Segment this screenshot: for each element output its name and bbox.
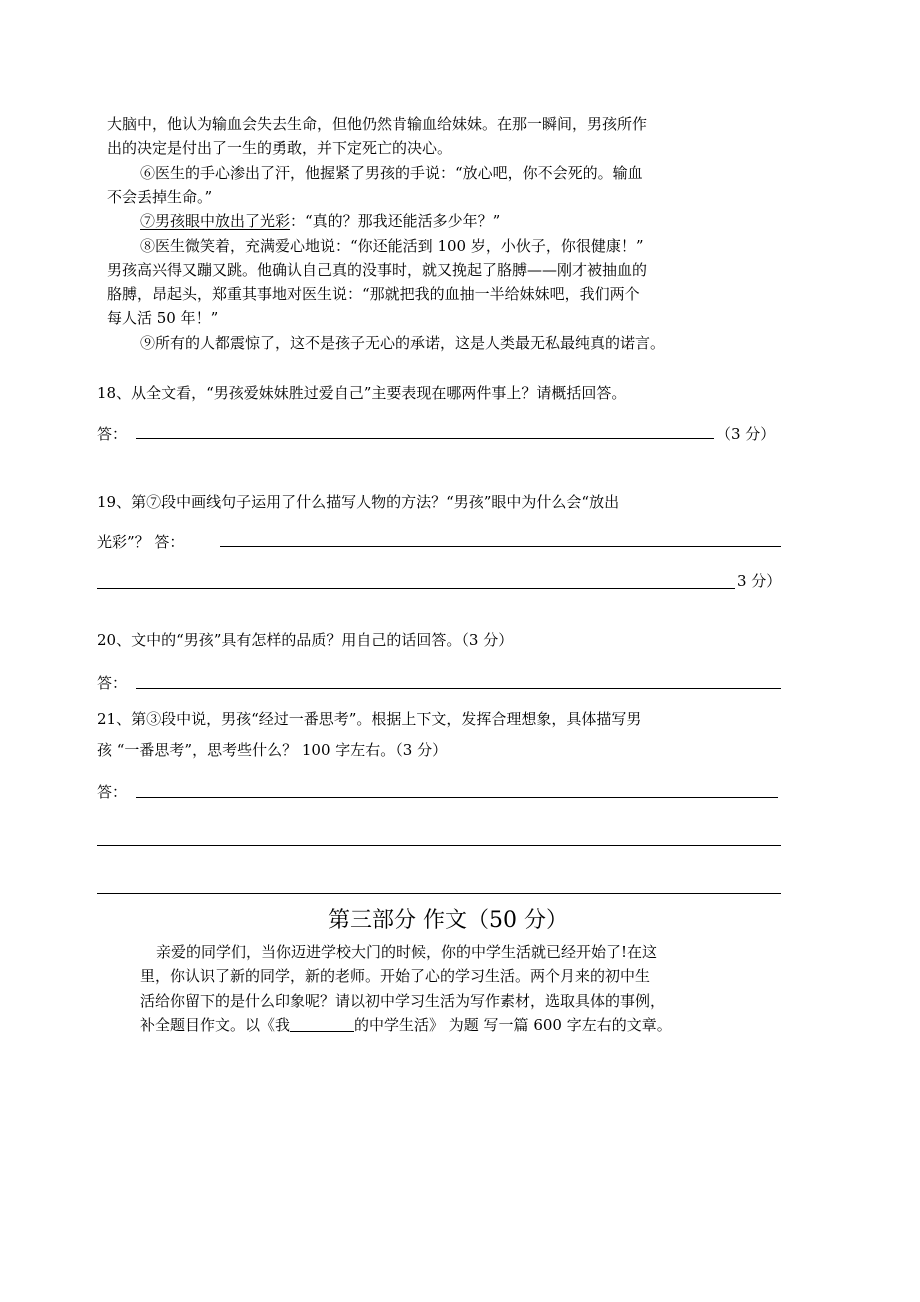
answer-line-21a[interactable] [136, 797, 778, 798]
passage-p5-line1: 大脑中，他认为输血会失去生命，但他仍然肯输血给妹妹。在那一瞬间，男孩所作 [107, 115, 648, 133]
answer-label-20: 答： [97, 674, 128, 692]
answer-line-21b[interactable] [97, 845, 781, 846]
passage-p6-line1: ⑥医生的手心渗出了汗，他握紧了男孩的手说：“放心吧，你不会死的。输血 [140, 164, 643, 182]
title-blank[interactable] [290, 1015, 354, 1032]
question-19-line1: 19、第⑦段中画线句子运用了什么描写人物的方法？“男孩”眼中为什么会“放出 [97, 493, 620, 511]
question-21-line1: 21、第③段中说，男孩“经过一番思考”。根据上下文，发挥合理想象，具体描写男 [97, 710, 642, 728]
underlined-sentence: ⑦男孩眼中放出了光彩 [140, 212, 291, 230]
answer-line-19a[interactable] [220, 546, 781, 547]
passage-p8-line1: ⑧医生微笑着，充满爱心地说：“你还能活到 100 岁，小伙子，你很健康！” [140, 237, 644, 255]
passage-p8-line2: 男孩高兴得又蹦又跳。他确认自己真的没事时，就又挽起了胳膊——刚才被抽血的 [107, 261, 648, 279]
score-19: 3 分） [737, 572, 782, 590]
composition-line4-start: 补全题目作文。以《我 [140, 1016, 291, 1034]
passage-p7 [140, 209, 500, 233]
answer-line-19b[interactable] [97, 588, 735, 589]
composition-line3: 活给你留下的是什么印象呢？请以初中学习生活为写作素材，选取具体的事例， [140, 992, 666, 1010]
passage-p8-line3: 胳膊，昂起头，郑重其事地对医生说：“那就把我的血抽一半给妹妹吧，我们两个 [107, 285, 640, 303]
answer-label-18: 答： [97, 425, 128, 443]
passage-p7-rest: ：“真的？那我还能活多少年？” [290, 212, 501, 230]
question-18: 18、从全文看，“男孩爱妹妹胜过爱自己”主要表现在哪两件事上？请概括回答。 [97, 384, 627, 402]
score-18: （3 分） [716, 425, 776, 443]
question-20: 20、文中的“男孩”具有怎样的品质？用自己的话回答。（3 分） [97, 631, 514, 649]
composition-line1: 亲爱的同学们，当你迈进学校大门的时候，你的中学生活就已经开始了!在这 [156, 943, 658, 961]
passage-p5-line2: 出的决定是付出了一生的勇敢，并下定死亡的决心。 [107, 139, 453, 157]
composition-line4 [140, 1013, 672, 1037]
composition-line2: 里，你认识了新的同学，新的老师。开始了心的学习生活。两个月来的初中生 [140, 967, 651, 985]
answer-line-21c[interactable] [97, 893, 781, 894]
answer-line-18[interactable] [136, 438, 714, 439]
answer-label-21: 答： [97, 783, 128, 801]
passage-p9: ⑨所有的人都震惊了，这不是孩子无心的承诺，这是人类最无私最纯真的诺言。 [140, 334, 666, 352]
question-19-line2: 光彩”？ 答： [97, 533, 185, 551]
answer-line-20[interactable] [136, 688, 781, 689]
passage-p8-line4: 每人活 50 年！” [107, 309, 219, 327]
question-21-line2: 孩 “一番思考”，思考些什么？ 100 字左右。（3 分） [97, 741, 448, 759]
passage-p6-line2: 不会丢掉生命。” [107, 188, 213, 206]
composition-line4-end: 的中学生活》 为题 写一篇 600 字左右的文章。 [354, 1016, 672, 1034]
composition-title: 第三部分 作文（50 分） [328, 908, 568, 933]
